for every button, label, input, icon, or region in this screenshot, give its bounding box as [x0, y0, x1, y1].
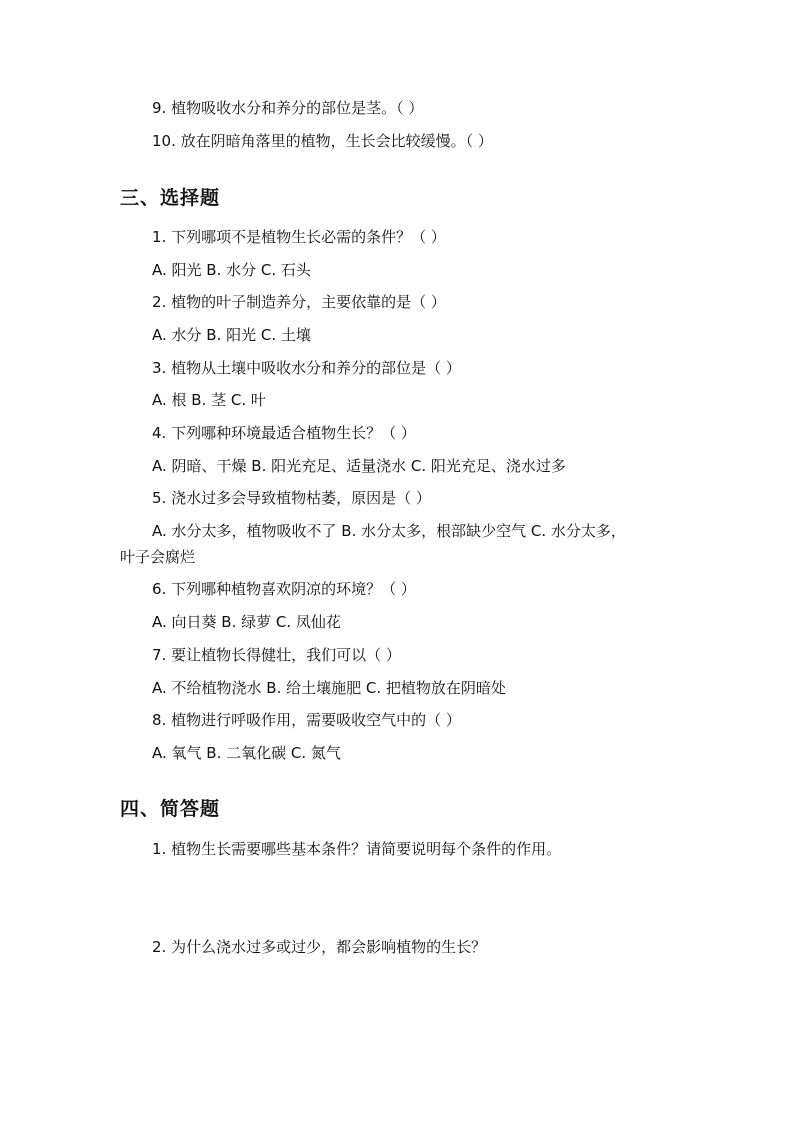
choice-options-4: A. 阴暗、干燥 B. 阳光充足、适量浇水 C. 阳光充足、浇水过多 [152, 457, 566, 475]
choice-question-8: 8. 植物进行呼吸作用，需要吸收空气中的（ ） [152, 711, 461, 729]
choice-options-6: A. 向日葵 B. 绿萝 C. 凤仙花 [152, 613, 341, 631]
section-heading-short-answer: 四、简答题 [120, 798, 221, 820]
choice-options-3: A. 根 B. 茎 C. 叶 [152, 391, 266, 409]
tf-item-9: 9. 植物吸收水分和养分的部位是茎。（ ） [152, 99, 424, 117]
choice-options-2: A. 水分 B. 阳光 C. 土壤 [152, 326, 311, 344]
choice-options-1: A. 阳光 B. 水分 C. 石头 [152, 261, 311, 279]
section-heading-choice: 三、选择题 [120, 187, 221, 209]
choice-question-5: 5. 浇水过多会导致植物枯萎，原因是（ ） [152, 489, 431, 507]
choice-question-6: 6. 下列哪种植物喜欢阴凉的环境？（ ） [152, 580, 416, 598]
choice-options-5: A. 水分太多，植物吸收不了 B. 水分太多，根部缺少空气 C. 水分太多， [152, 522, 626, 540]
choice-options-5-continued: 叶子会腐烂 [120, 548, 196, 566]
short-answer-question-2: 2. 为什么浇水过多或过少，都会影响植物的生长？ [152, 938, 487, 956]
short-answer-question-1: 1. 植物生长需要哪些基本条件？请简要说明每个条件的作用。 [152, 840, 562, 858]
choice-question-3: 3. 植物从土壤中吸收水分和养分的部位是（ ） [152, 359, 461, 377]
choice-question-7: 7. 要让植物长得健壮，我们可以（ ） [152, 646, 401, 664]
choice-question-4: 4. 下列哪种环境最适合植物生长？（ ） [152, 424, 416, 442]
tf-item-10: 10. 放在阴暗角落里的植物，生长会比较缓慢。（ ） [152, 132, 493, 150]
choice-options-7: A. 不给植物浇水 B. 给土壤施肥 C. 把植物放在阴暗处 [152, 679, 506, 697]
choice-question-2: 2. 植物的叶子制造养分，主要依靠的是（ ） [152, 293, 446, 311]
choice-options-8: A. 氧气 B. 二氧化碳 C. 氮气 [152, 744, 341, 762]
choice-question-1: 1. 下列哪项不是植物生长必需的条件？（ ） [152, 228, 446, 246]
